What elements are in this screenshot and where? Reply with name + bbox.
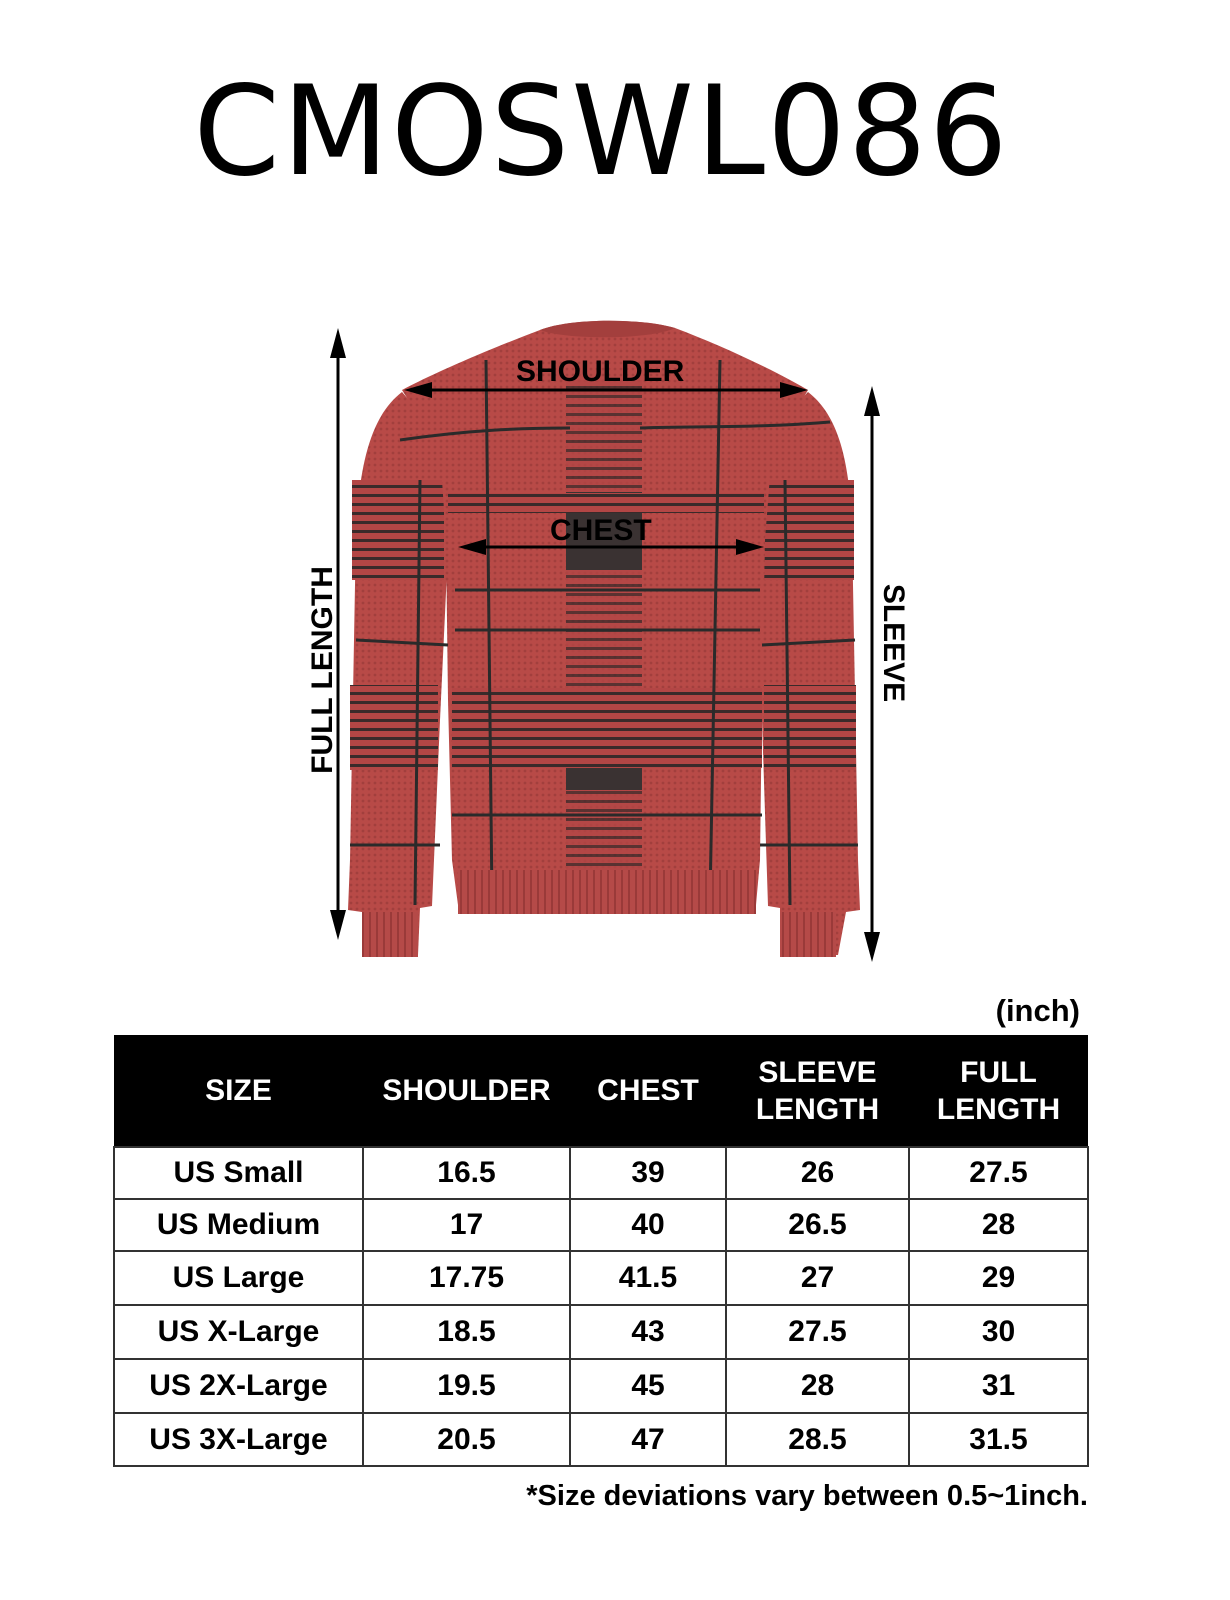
chest-cell: 47 xyxy=(570,1413,726,1466)
chest-cell: 45 xyxy=(570,1359,726,1413)
sleeve-cell: 27 xyxy=(726,1251,909,1305)
chest-label: CHEST xyxy=(550,514,652,547)
full-length-cell: 30 xyxy=(909,1305,1088,1359)
product-code-title: CMOSWL086 xyxy=(193,60,1010,204)
shoulder-cell: 17 xyxy=(363,1199,570,1251)
size-cell: US X-Large xyxy=(114,1305,363,1359)
sleeve-cell: 27.5 xyxy=(726,1305,909,1359)
shoulder-label: SHOULDER xyxy=(516,355,685,388)
header-size: SIZE xyxy=(114,1035,363,1147)
sleeve-cell: 28.5 xyxy=(726,1413,909,1466)
waistband xyxy=(458,870,756,914)
sleeve-cell: 28 xyxy=(726,1359,909,1413)
shoulder-cell: 17.75 xyxy=(363,1251,570,1305)
size-cell: US Small xyxy=(114,1147,363,1199)
size-cell: US 3X-Large xyxy=(114,1413,363,1466)
sleeve-label: SLEEVE xyxy=(877,583,910,703)
shoulder-cell: 18.5 xyxy=(363,1305,570,1359)
sleeve-cell: 26.5 xyxy=(726,1199,909,1251)
header-chest: CHEST xyxy=(570,1035,726,1147)
size-cell: US Large xyxy=(114,1251,363,1305)
chest-cell: 43 xyxy=(570,1305,726,1359)
measurement-diagram xyxy=(0,300,1230,990)
sweater-illustration xyxy=(0,300,1230,990)
header-shoulder: SHOULDER xyxy=(363,1035,570,1147)
full-length-cell: 28 xyxy=(909,1199,1088,1251)
right-cuff xyxy=(780,912,836,957)
table-row xyxy=(114,1413,1088,1466)
table-row xyxy=(114,1359,1088,1413)
full-length-label: FULL LENGTH xyxy=(306,566,339,774)
full-length-cell: 31 xyxy=(909,1359,1088,1413)
header-sleeve-length: SLEEVE LENGTH xyxy=(726,1035,909,1147)
chest-cell: 40 xyxy=(570,1199,726,1251)
table-row xyxy=(114,1305,1088,1359)
shoulder-cell: 20.5 xyxy=(363,1413,570,1466)
table-header-row xyxy=(114,1035,1088,1147)
size-cell: US 2X-Large xyxy=(114,1359,363,1413)
full-length-cell: 31.5 xyxy=(909,1413,1088,1466)
chest-cell: 39 xyxy=(570,1147,726,1199)
sleeve-cell: 26 xyxy=(726,1147,909,1199)
chest-cell: 41.5 xyxy=(570,1251,726,1305)
size-cell: US Medium xyxy=(114,1199,363,1251)
size-deviation-note: *Size deviations vary between 0.5~1inch. xyxy=(526,1480,1088,1512)
header-full-length: FULL LENGTH xyxy=(909,1035,1088,1147)
shoulder-cell: 19.5 xyxy=(363,1359,570,1413)
table-row xyxy=(114,1147,1088,1199)
full-length-cell: 29 xyxy=(909,1251,1088,1305)
left-sleeve xyxy=(348,392,452,955)
size-chart-table xyxy=(113,1035,1089,1467)
left-cuff xyxy=(362,912,418,957)
unit-label: (inch) xyxy=(995,993,1080,1028)
table-row xyxy=(114,1199,1088,1251)
shoulder-cell: 16.5 xyxy=(363,1147,570,1199)
full-length-cell: 27.5 xyxy=(909,1147,1088,1199)
table-row xyxy=(114,1251,1088,1305)
